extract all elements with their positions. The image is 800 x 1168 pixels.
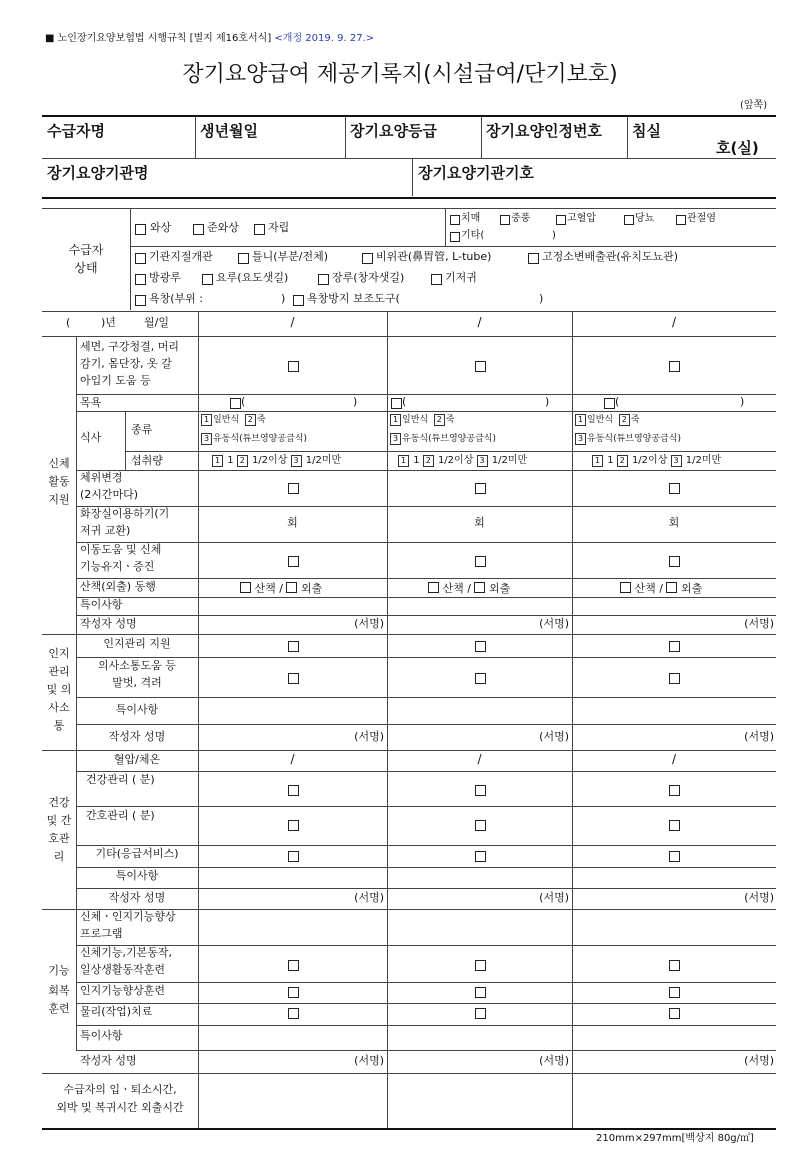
health-mgmt-checkbox-2[interactable]: [475, 785, 486, 796]
grade-label: 장기요양등급: [350, 122, 437, 140]
walk-checkbox-1a[interactable]: [240, 582, 251, 593]
checkbox-bedsore-aid[interactable]: [293, 295, 304, 306]
mobility-0: 와상: [150, 221, 172, 234]
toilet-line-1: 저귀 교환): [80, 524, 131, 537]
checkbox-bedsore[interactable]: [135, 295, 146, 306]
walk-checkbox-2a[interactable]: [428, 582, 439, 593]
checkbox-dementia[interactable]: [450, 215, 460, 225]
rehab-char-2: 훈련: [48, 1002, 70, 1015]
physical-char-2: 지원: [48, 493, 70, 506]
bath-open-1: (: [241, 395, 246, 408]
mobility-1: 준와상: [207, 221, 239, 234]
health-mgmt-label: 건강관리 ( 분): [86, 773, 155, 786]
pt-checkbox-2[interactable]: [475, 1008, 486, 1019]
wash-line-2: 아입기 도움 등: [80, 374, 151, 387]
date-md: 월/일: [144, 316, 169, 329]
checkbox-cystostomy[interactable]: [135, 274, 146, 285]
program-line-0: 신체ㆍ인지기능향상: [80, 910, 176, 923]
nursing-checkbox-1[interactable]: [288, 820, 299, 831]
status-label-2: 상태: [74, 261, 98, 275]
cog-char-2: 및 의: [46, 683, 72, 696]
date-year-close: )년: [101, 316, 116, 329]
checkbox-independent[interactable]: [254, 224, 265, 235]
physical-writer-label: 작성자 성명: [80, 617, 137, 630]
device-2: 비위관(鼻胃管, L-tube): [376, 250, 492, 263]
toilet-count-2: 회: [474, 516, 485, 529]
cog-writer-label: 작성자 성명: [108, 730, 166, 743]
nursing-checkbox-3[interactable]: [669, 820, 680, 831]
meal-type-label: 종류: [131, 423, 153, 436]
mobility-2: 자립: [268, 221, 290, 234]
reposition-checkbox-1[interactable]: [288, 483, 299, 494]
cog-support-checkbox-2[interactable]: [475, 641, 486, 652]
wash-line-1: 감기, 몸단장, 옷 갈: [80, 357, 172, 370]
device2-2: 장루(창자샛길): [332, 271, 405, 284]
cert-no-label: 장기요양인정번호: [486, 122, 602, 140]
walk-checkbox-2b[interactable]: [474, 582, 485, 593]
meal-type-3-row1: 1 일반식 2 죽: [575, 414, 640, 426]
footer-row-line-0: 수급자의 입ㆍ퇴소시간,: [63, 1083, 177, 1096]
pt-label: 물리(작업)치료: [80, 1005, 153, 1018]
reposition-line-0: 체위변경: [80, 471, 123, 484]
cog-training-label: 인지기능향상훈련: [80, 984, 166, 997]
health-char-1: 및 간: [46, 814, 72, 827]
health-char-3: 리: [53, 850, 65, 863]
health-writer-label: 작성자 성명: [108, 891, 166, 904]
bp-slash-1: /: [290, 752, 295, 766]
comm-line-0: 의사소통도움 등: [98, 659, 176, 672]
cog-sign-1: (서명): [354, 730, 384, 743]
cog-training-checkbox-3[interactable]: [669, 987, 680, 998]
footer-row-line-1: 외박 및 복귀시간 외출시간: [56, 1101, 184, 1114]
meal-type-2-row2: 3 유동식(튜브영양공급식): [390, 433, 496, 445]
physical-char-0: 신체: [48, 457, 70, 470]
cog-support-checkbox-3[interactable]: [669, 641, 680, 652]
page-title: 장기요양급여 제공기록지(시설급여/단기보호): [182, 62, 618, 87]
rehab-char-0: 기능: [48, 964, 70, 977]
checkbox-denture[interactable]: [238, 253, 249, 264]
checkbox-stroke[interactable]: [500, 215, 510, 225]
wash-line-0: 세면, 구강청결, 머리: [80, 340, 179, 353]
bath-open-3: (: [615, 395, 620, 408]
walk-cell-2: 산책 / 외출: [428, 581, 510, 596]
bp-label: 혈압/체온: [113, 753, 161, 766]
pt-checkbox-3[interactable]: [669, 1008, 680, 1019]
physical-training-checkbox-1[interactable]: [288, 960, 299, 971]
health-sign-2: (서명): [539, 891, 569, 904]
nursing-label: 간호관리 ( 분): [86, 809, 155, 822]
bedsore-aid-close: ): [539, 292, 544, 305]
device-0: 기관지절개관: [149, 250, 213, 263]
paper-spec: 210mm×297mm[백상지 80g/㎡]: [596, 1133, 754, 1144]
toilet-count-1: 회: [287, 516, 298, 529]
health-mgmt-checkbox-1[interactable]: [288, 785, 299, 796]
rehab-char-1: 회복: [48, 984, 70, 997]
cog-notes-label: 특이사항: [115, 703, 159, 716]
intake-col-3: 1 1 2 1/2이상 3 1/2미만: [592, 455, 721, 467]
meal-label: 식사: [80, 431, 102, 444]
cog-support-label: 인지관리 지원: [103, 637, 171, 650]
agency-code-label: 장기요양기관기호: [418, 164, 534, 182]
move-line-1: 기능유지ㆍ증진: [80, 560, 155, 573]
move-checkbox-1[interactable]: [288, 556, 299, 567]
physical-training-checkbox-2[interactable]: [475, 960, 486, 971]
checkbox-bedridden[interactable]: [135, 224, 146, 235]
rehab-notes-label: 특이사항: [80, 1029, 123, 1042]
room-label: 침실: [632, 122, 661, 140]
bath-checkbox-2[interactable]: [391, 398, 402, 409]
walk-cell-3: 산책 / 외출: [620, 581, 702, 596]
birth-label: 생년월일: [200, 122, 258, 140]
checkbox-diabetes[interactable]: [624, 215, 634, 225]
health-other-checkbox-3[interactable]: [669, 851, 680, 862]
cog-char-1: 관리: [48, 665, 70, 678]
checkbox-l-tube[interactable]: [362, 253, 373, 264]
comm-checkbox-1[interactable]: [288, 673, 299, 684]
room-unit: 호(실): [716, 139, 759, 157]
health-sign-1: (서명): [354, 891, 384, 904]
meal-type-1-row2: 3 유동식(튜브영양공급식): [201, 433, 307, 445]
cog-training-checkbox-1[interactable]: [288, 987, 299, 998]
nursing-checkbox-2[interactable]: [475, 820, 486, 831]
walk-label: 산책(외출) 동행: [80, 580, 156, 593]
recipient-label: 수급자명: [47, 122, 105, 140]
walk-checkbox-3b[interactable]: [666, 582, 677, 593]
physical-sign-2: (서명): [539, 617, 569, 630]
meal-type-2-row1: 1 일반식 2 죽: [390, 414, 455, 426]
physical-training-checkbox-3[interactable]: [669, 960, 680, 971]
disease-1: 중풍: [511, 213, 531, 224]
checkbox-urostomy[interactable]: [202, 274, 213, 285]
rehab-sign-1: (서명): [354, 1054, 384, 1067]
bath-close-3: ): [740, 395, 745, 408]
date-slash-3: /: [671, 315, 677, 329]
bath-open-2: (: [402, 395, 407, 408]
bath-checkbox-3[interactable]: [604, 398, 615, 409]
cog-sign-3: (서명): [744, 730, 774, 743]
reposition-line-1: (2시간마다): [80, 488, 139, 501]
bath-label: 목욕: [80, 396, 102, 409]
health-other-checkbox-1[interactable]: [288, 851, 299, 862]
meal-type-1-row1: 1 일반식 2 죽: [201, 414, 266, 426]
meal-intake-label: 섭취량: [131, 454, 163, 467]
comm-checkbox-2[interactable]: [475, 673, 486, 684]
comm-checkbox-3[interactable]: [669, 673, 680, 684]
disease-other-close: ): [552, 230, 556, 241]
cog-char-3: 사소: [48, 701, 70, 714]
checkbox-hypertension[interactable]: [556, 215, 566, 225]
disease-2: 고혈압: [567, 213, 596, 224]
move-checkbox-2[interactable]: [475, 556, 486, 567]
health-sign-3: (서명): [744, 891, 774, 904]
checkbox-disease-other[interactable]: [450, 232, 460, 242]
wash-checkbox-3[interactable]: [669, 361, 680, 372]
checkbox-colostomy[interactable]: [318, 274, 329, 285]
reposition-checkbox-3[interactable]: [669, 483, 680, 494]
bath-close-1: ): [353, 395, 358, 408]
disease-0: 치매: [461, 213, 481, 224]
device-1: 틀니(부분/전체): [252, 250, 329, 263]
pt-checkbox-1[interactable]: [288, 1008, 299, 1019]
move-checkbox-3[interactable]: [669, 556, 680, 567]
physical-notes-label: 특이사항: [80, 598, 123, 611]
cog-char-4: 통: [53, 719, 65, 732]
wash-checkbox-1[interactable]: [288, 361, 299, 372]
cog-sign-2: (서명): [539, 730, 569, 743]
checkbox-semi-bedridden[interactable]: [193, 224, 204, 235]
intake-col-2: 1 1 2 1/2이상 3 1/2미만: [398, 455, 527, 467]
bedsore-close: ): [281, 292, 286, 305]
physical-char-1: 활동: [48, 475, 70, 488]
device2-3: 기저귀: [445, 271, 477, 284]
date-slash-1: /: [290, 315, 295, 329]
health-other-checkbox-2[interactable]: [475, 851, 486, 862]
intake-col-1: 1 1 2 1/2이상 3 1/2미만: [212, 455, 341, 467]
checkbox-diaper[interactable]: [431, 274, 442, 285]
walk-checkbox-3a[interactable]: [620, 582, 631, 593]
date-year-open: (: [66, 316, 71, 329]
rehab-sign-2: (서명): [539, 1054, 569, 1067]
bedsore-label: 욕창(부위 :: [149, 292, 203, 305]
move-line-0: 이동도움 및 신체: [80, 543, 162, 556]
health-other-label: 기타(응급서비스): [95, 847, 179, 860]
walk-checkbox-1b[interactable]: [286, 582, 297, 593]
health-char-2: 호관: [48, 832, 70, 845]
bp-slash-2: /: [477, 752, 482, 766]
cog-training-checkbox-2[interactable]: [475, 987, 486, 998]
device2-1: 요루(요도샛길): [216, 271, 289, 284]
device-3: 고정소변배출관(유치도뇨관): [542, 250, 679, 263]
regulation-text: ■ 노인장기요양보험법 시행규칙 [별지 제16호서식] <개정 2019. 9. 27.>: [45, 33, 375, 44]
disease-4: 관절염: [687, 213, 716, 224]
cog-char-0: 인지: [48, 647, 70, 660]
rehab-sign-3: (서명): [744, 1054, 774, 1067]
checkbox-tracheostomy[interactable]: [135, 253, 146, 264]
walk-cell-1: 산책 / 외출: [240, 581, 322, 596]
status-label-1: 수급자: [68, 243, 104, 257]
bp-slash-3: /: [671, 752, 677, 766]
health-mgmt-checkbox-3[interactable]: [669, 785, 680, 796]
physical-sign-3: (서명): [744, 617, 774, 630]
cog-support-checkbox-1[interactable]: [288, 641, 299, 652]
disease-3: 당뇨: [635, 213, 655, 224]
disease-other: 기타(: [461, 230, 485, 241]
date-slash-2: /: [477, 315, 482, 329]
bath-checkbox-1[interactable]: [230, 398, 241, 409]
physical-training-line-1: 일상생활동작훈련: [80, 963, 166, 976]
comm-line-1: 말벗, 격려: [112, 676, 162, 689]
physical-training-line-0: 신체기능,기본동작,: [80, 946, 173, 959]
wash-checkbox-2[interactable]: [475, 361, 486, 372]
meal-type-3-row2: 3 유동식(튜브영양공급식): [575, 433, 681, 445]
bath-close-2: ): [545, 395, 550, 408]
rehab-writer-label: 작성자 성명: [80, 1054, 137, 1067]
toilet-count-3: 회: [668, 516, 680, 529]
toilet-line-0: 화장실이용하기(기: [80, 507, 170, 520]
checkbox-catheter[interactable]: [528, 253, 539, 264]
checkbox-arthritis[interactable]: [676, 215, 686, 225]
bedsore-aid-label: 욕창방지 보조도구(: [307, 292, 400, 305]
health-notes-label: 특이사항: [115, 869, 159, 882]
agency-label: 장기요양기관명: [47, 164, 149, 182]
program-line-1: 프로그램: [80, 927, 123, 940]
side-label: (앞쪽): [740, 100, 768, 111]
health-char-0: 건강: [48, 796, 70, 809]
device2-0: 방광루: [149, 271, 181, 284]
physical-sign-1: (서명): [354, 617, 384, 630]
reposition-checkbox-2[interactable]: [475, 483, 486, 494]
